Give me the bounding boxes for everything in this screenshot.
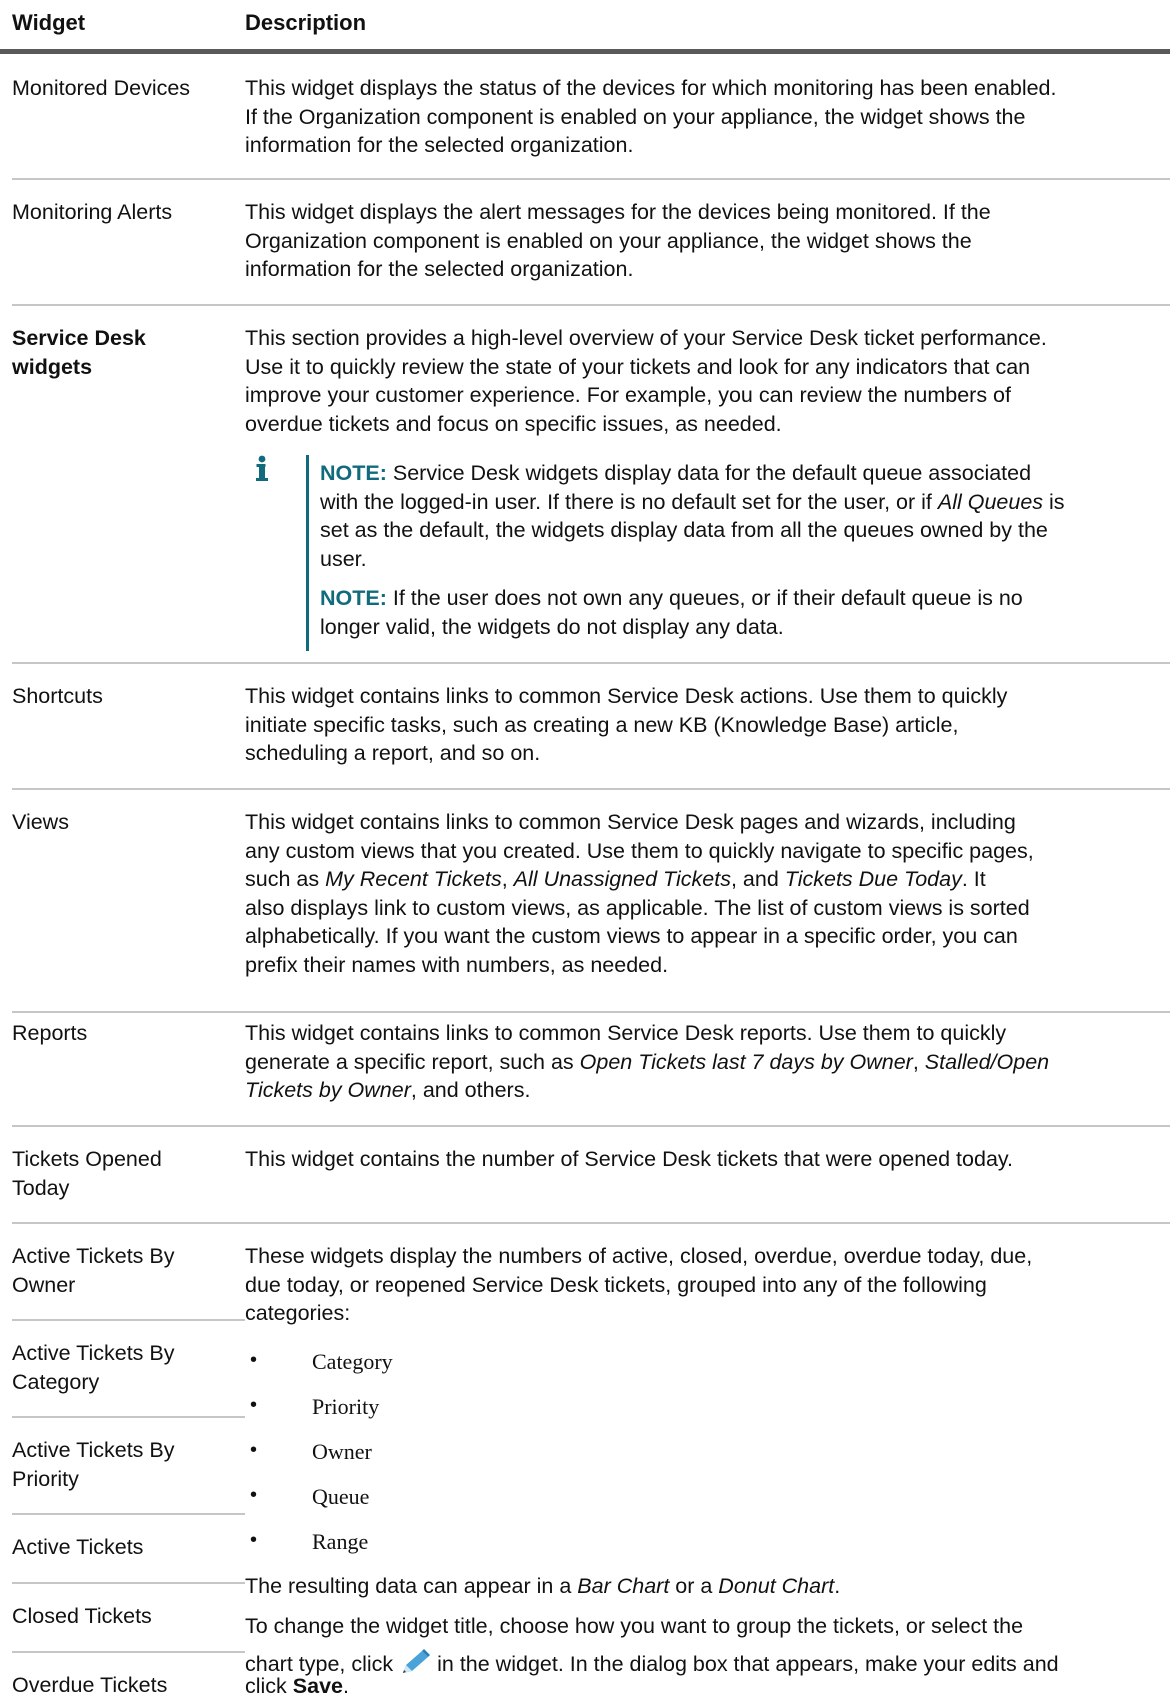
row-name-active-tickets-by-category: Active Tickets By Category	[12, 1341, 175, 1394]
row-name-monitoring-alerts: Monitoring Alerts	[12, 200, 173, 224]
bullet-item: Priority	[312, 1394, 380, 1419]
note-label: NOTE:	[320, 586, 387, 610]
row-desc-reports: This widget contains links to common Service Desk reports. Use them to quickly generate a specific report, such as Open Tickets last 7 days by Owner, Stalled/Open Tickets by Owner, and others.	[245, 1021, 1050, 1102]
row-desc-active-group-intro: These widgets display the numbers of active, closed, overdue, overdue today, due, due today, or reopened Service Desk tickets, grouped into any of the following categories:	[245, 1244, 1033, 1325]
bullet-marker: •	[250, 1349, 258, 1371]
bullet-marker: •	[250, 1439, 258, 1461]
header-rule	[0, 49, 1170, 54]
row-desc-tickets-opened-today: This widget contains the number of Service Desk tickets that were opened today.	[245, 1147, 1014, 1171]
row-divider	[12, 304, 1170, 306]
row-name-overdue-tickets: Overdue Tickets	[12, 1673, 168, 1697]
row-name-closed-tickets: Closed Tickets	[12, 1604, 152, 1628]
row-divider	[12, 1222, 1170, 1224]
bullet-item: Category	[312, 1349, 393, 1374]
note-bar	[306, 455, 309, 651]
header-description: Description	[245, 10, 367, 35]
header-widget: Widget	[12, 10, 86, 35]
row-divider	[12, 1011, 1170, 1013]
row-name-reports: Reports	[12, 1021, 88, 1045]
result-chart-types: The resulting data can appear in a Bar Chart or a Donut Chart.	[245, 1574, 841, 1598]
row-name-shortcuts: Shortcuts	[12, 684, 103, 708]
note-label: NOTE:	[320, 461, 387, 485]
note-2: NOTE: If the user does not own any queues, or if their default queue is no longer valid, the widgets do not display any data.	[320, 586, 1023, 639]
note-1: NOTE: Service Desk widgets display data for the default queue associated with the logged-in user. If there is no default set for the user, or if All Queues is set as the default, the widgets display data from all the queues owned by the user.	[320, 461, 1065, 571]
row-divider	[12, 1416, 245, 1418]
bullet-item: Queue	[312, 1484, 370, 1509]
row-desc-service-desk: This section provides a high-level overview of your Service Desk ticket performance. Use it to quickly review the state of your tickets and look for any indicators that can improve your customer experience. For example, you can review the numbers of overdue tickets and focus on specific issues, as needed.	[245, 326, 1047, 436]
row-name-active-tickets-by-priority: Active Tickets By Priority	[12, 1438, 175, 1491]
pencil-edit-icon[interactable]	[399, 1649, 431, 1675]
row-name-active-tickets: Active Tickets	[12, 1535, 144, 1559]
row-divider	[12, 662, 1170, 664]
bullet-item: Owner	[312, 1439, 372, 1464]
row-divider	[12, 1582, 245, 1584]
row-divider	[12, 178, 1170, 180]
row-divider	[12, 1125, 1170, 1127]
row-name-views: Views	[12, 810, 69, 834]
bullet-item: Range	[312, 1529, 369, 1554]
row-divider	[12, 1651, 245, 1653]
row-desc-views: This widget contains links to common Service Desk pages and wizards, including any custom views that you created. Use them to quickly navigate to specific pages, such as My Recent Tickets, All Unassigned Tickets, and Tickets Due Today. It also displays link to custom views, as applicable. The list of custom views is sorted alphabetically. If you want the custom views to appear in a specific order, you can prefix their names with numbers, as needed.	[245, 810, 1034, 977]
row-desc-monitored-devices: This widget displays the status of the devices for which monitoring has been enabled. If the Organization component is enabled on your appliance, the widget shows the information for the selected organization.	[245, 76, 1057, 157]
row-desc-monitoring-alerts: This widget displays the alert messages for the devices being monitored. If the Organization component is enabled on your appliance, the widget shows the information for the selected organization.	[245, 200, 991, 281]
info-icon	[255, 455, 269, 483]
row-divider	[12, 1513, 245, 1515]
change-instructions: To change the widget title, choose how you want to group the tickets, or select the chart type, click in the widget. In the dialog box that appears, make your edits and click Save.	[245, 1614, 1059, 1698]
row-name-service-desk-widgets: Service Desk widgets	[12, 326, 146, 379]
bullet-marker: •	[250, 1529, 258, 1551]
row-desc-shortcuts: This widget contains links to common Service Desk actions. Use them to quickly initiate specific tasks, such as creating a new KB (Knowledge Base) article, scheduling a report, and so on.	[245, 684, 1008, 765]
bullet-marker: •	[250, 1484, 258, 1506]
row-divider	[12, 788, 1170, 790]
bullet-marker: •	[250, 1394, 258, 1416]
row-divider	[12, 1319, 245, 1321]
row-name-tickets-opened-today: Tickets Opened Today	[12, 1147, 162, 1200]
row-name-active-tickets-by-owner: Active Tickets By Owner	[12, 1244, 175, 1297]
row-name-monitored-devices: Monitored Devices	[12, 76, 191, 100]
